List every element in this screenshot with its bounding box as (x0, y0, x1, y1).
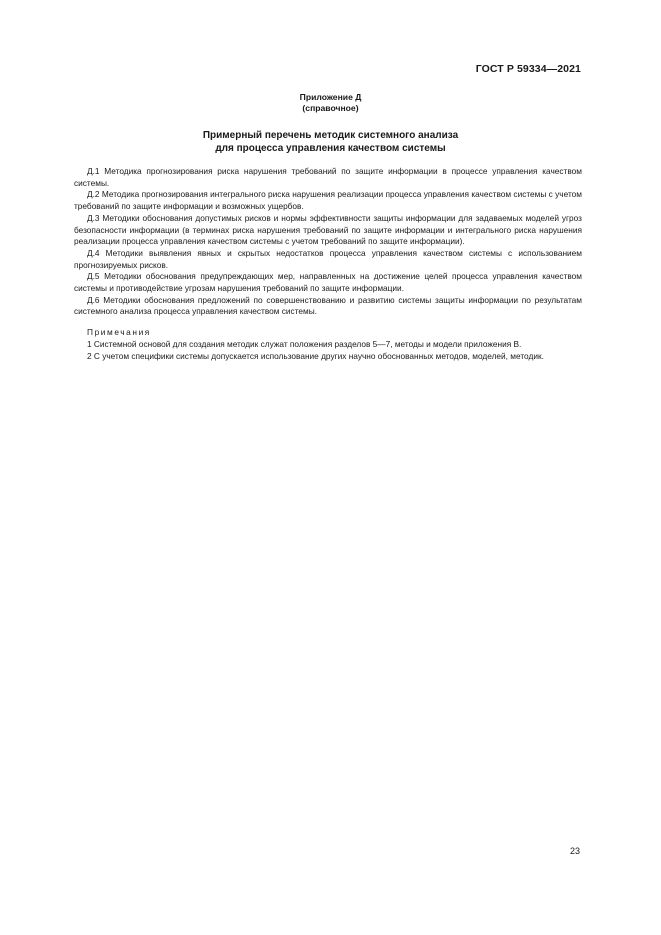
paragraph-d6: Д.6 Методики обоснования предложений по совершенствованию и развитию системы защиты информации по результатам системного анализа процесса управления качеством системы. (74, 294, 582, 317)
appendix-type: (справочное) (302, 103, 359, 113)
standard-number: ГОСТ Р 59334—2021 (475, 63, 581, 75)
note-item: 1 Системной основой для создания методик служат положения разделов 5—7, методы и модели приложения В. (87, 338, 522, 349)
paragraph-d3: Д.3 Методики обоснования допустимых рисков и нормы эффективности защиты информации для задаваемых моделей угроз безопасности информации (в терминах риска нарушения требований по защите информации и интегрального риска нарушения реализации процесса управления качеством системы с учетом требований по защите информации). (74, 212, 582, 247)
appendix-heading (0, 92, 661, 114)
paragraph-d2: Д.2 Методика прогнозирования интегрального риска нарушения реализации процесса управления качеством системы с учетом требований по защите информации и возможных ущербов. (74, 189, 582, 212)
appendix-body (74, 166, 582, 362)
note-item: 2 С учетом специфики системы допускается использование других научно обоснованных методов, моделей, методик. (87, 350, 544, 361)
notes-title: Примечания (87, 327, 151, 338)
appendix-label: Приложение Д (299, 92, 362, 102)
notes-section (74, 327, 582, 362)
title-line-1: Примерный перечень методик системного анализа (202, 130, 459, 141)
appendix-title (0, 129, 661, 155)
paragraph-d5: Д.5 Методики обоснования предупреждающих мер, направленных на достижение целей процесса управления качеством системы и противодействие угрозам нарушения требований по защите информации. (74, 271, 582, 294)
title-line-2: для процесса управления качеством системы (215, 143, 446, 154)
page-number: 23 (569, 846, 580, 856)
paragraph-d1: Д.1 Методика прогнозирования риска нарушения требований по защите информации в процессе управления качеством системы. (74, 166, 582, 188)
paragraph-d4: Д.4 Методики выявления явных и скрытых недостатков процесса управления качеством системы с использованием прогнозируемых рисков. (74, 247, 582, 270)
